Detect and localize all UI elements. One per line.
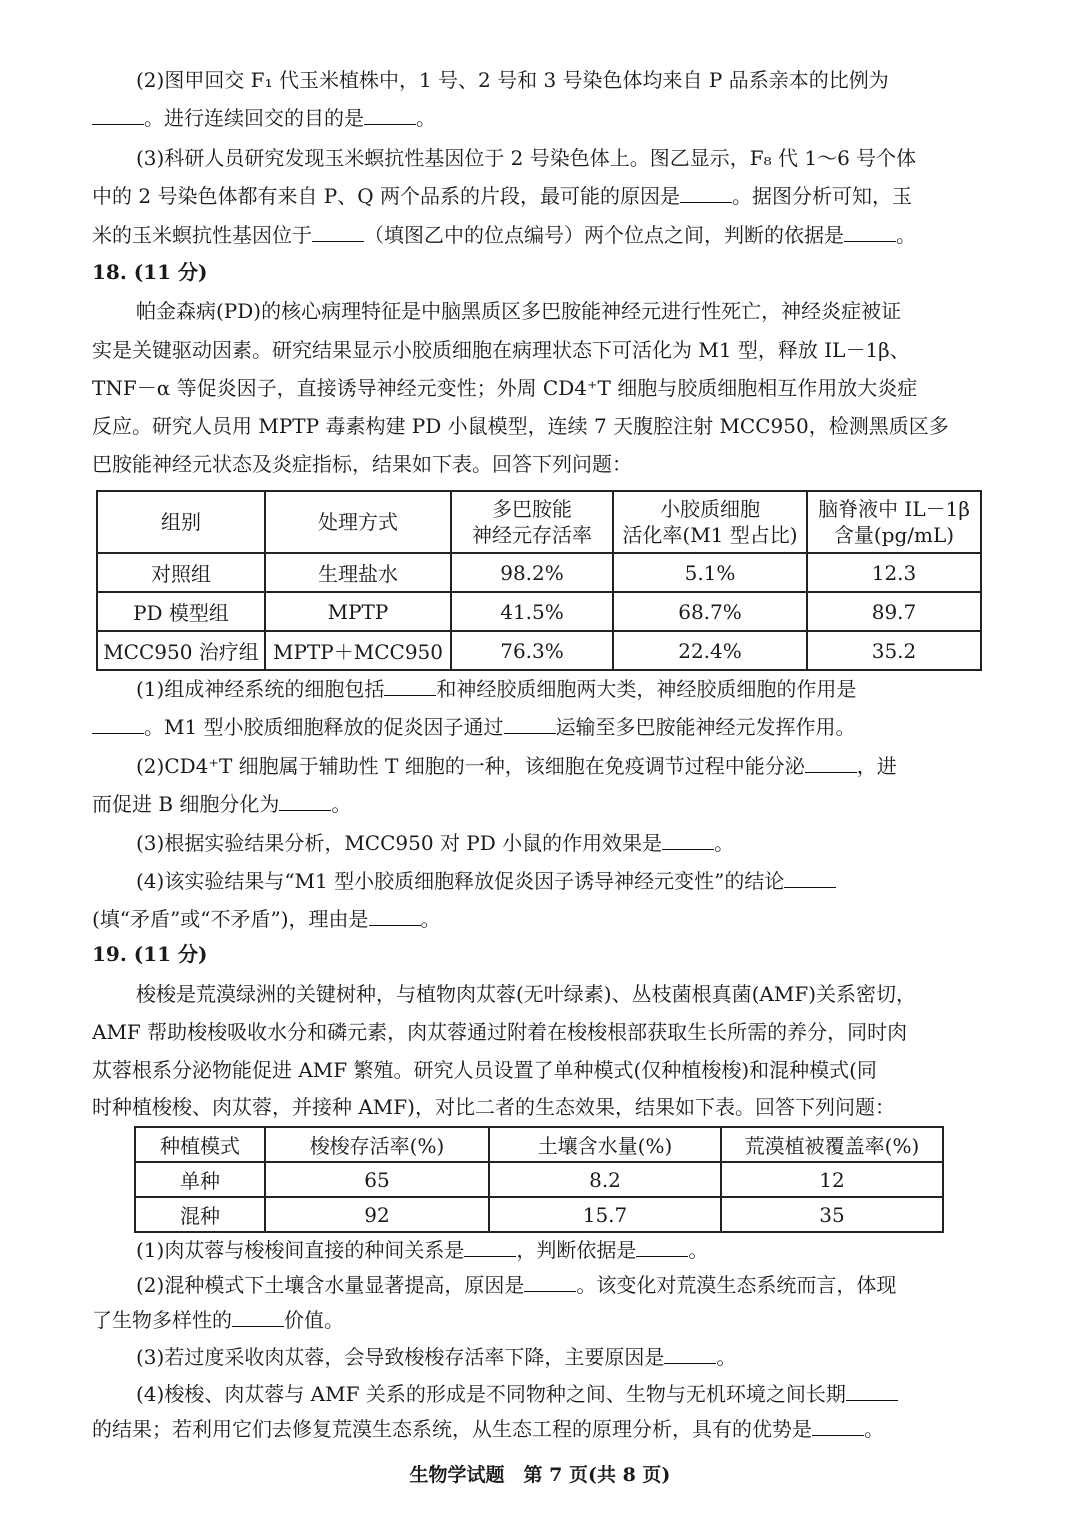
q19-stem-line3: 苁蓉根系分泌物能促进 AMF 繁殖。研究人员设置了单种模式(仅种植梭梭)和混种模式(同 [92, 1058, 877, 1082]
q18-heading: 18. (11 分) [92, 260, 208, 284]
q18-stem-line3: TNF－α 等促炎因子，直接诱导神经元变性；外周 CD4⁺T 细胞与胶质细胞相互作用放大炎症 [92, 376, 918, 400]
table-header-row [135, 1127, 943, 1162]
q18-1-line2: 。M1 型小胶质细胞释放的促炎因子通过 运输至多巴胺能神经元发挥作用。 [92, 713, 990, 741]
table-cell: 5.1% [613, 553, 807, 592]
answer-blank[interactable] [636, 1238, 688, 1257]
q17-3-line2: 中的 2 号染色体都有来自 P、Q 两个品系的片段，最可能的原因是 。据图分析可知，玉 [92, 184, 913, 208]
column-header: 荒漠植被覆盖率(%) [721, 1127, 943, 1162]
q18-stem-line5: 巴胺能神经元状态及炎症指标，结果如下表。回答下列问题： [92, 452, 632, 476]
table-row [135, 1197, 943, 1232]
table-cell: 12 [721, 1162, 943, 1197]
answer-blank[interactable] [232, 1308, 284, 1327]
table-row [135, 1162, 943, 1197]
answer-blank[interactable] [369, 907, 421, 926]
table-row [97, 553, 981, 592]
answer-blank[interactable] [384, 677, 436, 696]
q19-heading: 19. (11 分) [92, 942, 208, 966]
table-cell: 35.2 [807, 631, 981, 670]
table-cell: 对照组 [97, 553, 265, 592]
column-header: 多巴胺能 神经元存活率 [451, 491, 613, 553]
answer-blank[interactable] [805, 754, 857, 773]
column-header: 组别 [97, 491, 265, 553]
q18-4-line2: (填“矛盾”或“不矛盾”)，理由是 。 [92, 907, 441, 931]
answer-blank[interactable] [812, 1417, 864, 1436]
table-cell: 76.3% [451, 631, 613, 670]
column-header: 脑脊液中 IL－1β 含量(pg/mL) [807, 491, 981, 553]
q19-2-line1: (2)混种模式下土壤含水量显著提高，原因是 。该变化对荒漠生态系统而言，体现 [136, 1273, 897, 1297]
q17-3-line1: (3)科研人员研究发现玉米螟抗性基因位于 2 号染色体上。图乙显示，F₈ 代 1～6 号个体 [136, 146, 917, 170]
page-footer: 生物学试题 第 7 页(共 8 页) [409, 1464, 671, 1486]
q17-2-line2: 。进行连续回交的目的是 。 [92, 104, 990, 132]
table-cell: 8.2 [489, 1162, 721, 1197]
q19-4-line1: (4)梭梭、肉苁蓉与 AMF 关系的形成是不同物种之间、生物与无机环境之间长期 [136, 1380, 990, 1408]
q19-stem-line4: 时种植梭梭、肉苁蓉，并接种 AMF)，对比二者的生态效果，结果如下表。回答下列问题： [92, 1095, 895, 1119]
q19-4-line2: 的结果；若利用它们去修复荒漠生态系统，从生态工程的原理分析，具有的优势是 。 [92, 1417, 884, 1441]
q17-3-line3: 米的玉米螟抗性基因位于 （填图乙中的位点编号）两个位点之间，判断的依据是 。 [92, 223, 916, 247]
q18-1-line1: (1)组成神经系统的细胞包括 和神经胶质细胞两大类，神经胶质细胞的作用是 [136, 677, 857, 701]
answer-blank[interactable] [312, 223, 364, 242]
column-header: 小胶质细胞 活化率(M1 型占比) [613, 491, 807, 553]
q17-2-line1: (2)图甲回交 F₁ 代玉米植株中，1 号、2 号和 3 号染色体均来自 P 品系亲本的比例为 [136, 68, 889, 92]
table-row [97, 592, 981, 631]
table-cell: 65 [265, 1162, 489, 1197]
table-cell: 单种 [135, 1162, 265, 1197]
q18-2-line2: 而促进 B 细胞分化为 。 [92, 792, 352, 816]
table-cell: PD 模型组 [97, 592, 265, 631]
q19-stem-line1: 梭梭是荒漠绿洲的关键树种，与植物肉苁蓉(无叶绿素)、丛枝菌根真菌(AMF)关系密切， [136, 982, 917, 1006]
table-cell: 生理盐水 [265, 553, 451, 592]
pd-results-table [96, 490, 982, 671]
answer-blank[interactable] [364, 106, 416, 125]
q19-stem-line2: AMF 帮助梭梭吸收水分和磷元素，肉苁蓉通过附着在梭梭根部获取生长所需的养分，同时肉 [92, 1020, 908, 1044]
answer-blank[interactable] [92, 715, 144, 734]
planting-mode-table [134, 1126, 944, 1233]
answer-blank[interactable] [524, 1273, 576, 1292]
column-header: 种植模式 [135, 1127, 265, 1162]
answer-blank[interactable] [504, 715, 556, 734]
table-cell: MPTP＋MCC950 [265, 631, 451, 670]
table-cell: 92 [265, 1197, 489, 1232]
answer-blank[interactable] [664, 1345, 716, 1364]
q18-stem-line2: 实是关键驱动因素。研究结果显示小胶质细胞在病理状态下可活化为 M1 型，释放 IL－1β、 [92, 338, 910, 362]
q18-4-line1: (4)该实验结果与“M1 型小胶质细胞释放促炎因子诱导神经元变性”的结论 [136, 867, 990, 895]
table-cell: MPTP [265, 592, 451, 631]
table-cell: 41.5% [451, 592, 613, 631]
answer-blank[interactable] [92, 106, 144, 125]
answer-blank[interactable] [464, 1238, 516, 1257]
table-cell: 22.4% [613, 631, 807, 670]
table-cell: MCC950 治疗组 [97, 631, 265, 670]
table-cell: 35 [721, 1197, 943, 1232]
q19-2-line2: 了生物多样性的 价值。 [92, 1308, 344, 1332]
answer-blank[interactable] [846, 1382, 898, 1401]
q18-stem-line1: 帕金森病(PD)的核心病理特征是中脑黑质区多巴胺能神经元进行性死亡，神经炎症被证 [136, 299, 902, 323]
q18-3-line: (3)根据实验结果分析，MCC950 对 PD 小鼠的作用效果是 。 [136, 831, 735, 855]
answer-blank[interactable] [844, 223, 896, 242]
table-cell: 混种 [135, 1197, 265, 1232]
table-row [97, 631, 981, 670]
column-header: 处理方式 [265, 491, 451, 553]
answer-blank[interactable] [662, 831, 714, 850]
answer-blank[interactable] [680, 184, 732, 203]
q18-stem-line4: 反应。研究人员用 MPTP 毒素构建 PD 小鼠模型，连续 7 天腹腔注射 MCC950，检测黑质区多 [92, 414, 949, 438]
q18-2-line1: (2)CD4⁺T 细胞属于辅助性 T 细胞的一种，该细胞在免疫调节过程中能分泌 ，进 [136, 754, 897, 778]
table-cell: 98.2% [451, 553, 613, 592]
column-header: 土壤含水量(%) [489, 1127, 721, 1162]
table-cell: 68.7% [613, 592, 807, 631]
q19-1-line: (1)肉苁蓉与梭梭间直接的种间关系是 ，判断依据是 。 [136, 1238, 709, 1262]
table-cell: 12.3 [807, 553, 981, 592]
table-header-row [97, 491, 981, 553]
answer-blank[interactable] [784, 869, 836, 888]
table-cell: 15.7 [489, 1197, 721, 1232]
answer-blank[interactable] [279, 792, 331, 811]
q19-3-line: (3)若过度采收肉苁蓉，会导致梭梭存活率下降，主要原因是 。 [136, 1345, 737, 1369]
table-cell: 89.7 [807, 592, 981, 631]
column-header: 梭梭存活率(%) [265, 1127, 489, 1162]
